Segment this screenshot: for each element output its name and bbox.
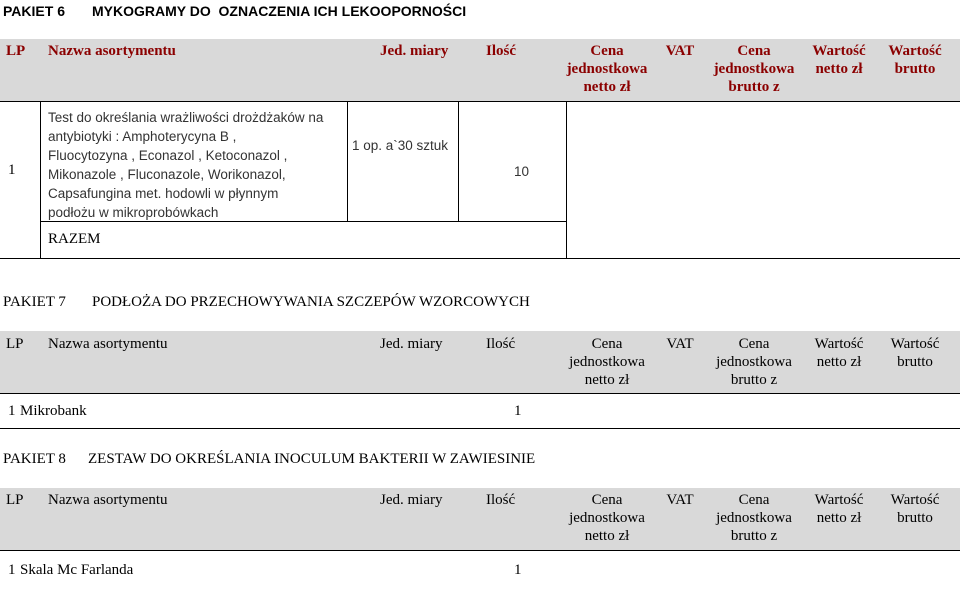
- pakiet8-header-name: Nazwa asortymentu: [48, 492, 168, 508]
- pakiet8-row-name: Skala Mc Farlanda: [20, 562, 134, 578]
- pakiet6-total-label: RAZEM: [48, 231, 101, 247]
- pakiet6-header-qty: Ilość: [486, 43, 516, 59]
- pakiet6-row-name: Test do określania wrażliwości drożdżaków na antybiotyki : Amphoterycyna B , Fluocytozyna , Econazol , Ketoconazol , Mikonazole , Fluconazole, Worikonazol, Capsafungina met. hodowli w płynnym podłożu w mikroprobówkach: [48, 110, 324, 220]
- pakiet7-header-value-net: Wartość netto zł: [814, 336, 864, 370]
- pakiet7-header-qty: Ilość: [486, 336, 516, 352]
- pakiet6-header-price-net: Cena jednostkowa netto zł: [566, 43, 648, 95]
- pakiet7-header-lp: LP: [6, 336, 24, 352]
- pakiet7-row-name: Mikrobank: [20, 403, 87, 419]
- pakiet8-title: ZESTAW DO OKREŚLANIA INOCULUM BAKTERII W ZAWIESINIE: [88, 451, 536, 467]
- pakiet8-row-qty: 1: [514, 562, 522, 578]
- pakiet6-row-lp: 1: [8, 162, 16, 178]
- pakiet7-header-vat: VAT: [666, 336, 694, 352]
- pakiet6-title: MYKOGRAMY DO OZNACZENIA ICH LEKOOPORNOŚCI: [92, 3, 467, 19]
- pakiet7-header-name: Nazwa asortymentu: [48, 336, 168, 352]
- pakiet8-label: PAKIET 8: [3, 451, 66, 467]
- pakiet7-header-value-gross: Wartość brutto: [890, 336, 940, 370]
- pakiet6-row-qty: 10: [514, 164, 530, 179]
- pakiet8-header-value-gross: Wartość brutto: [890, 492, 940, 526]
- pakiet6-header-unit: Jed. miary: [380, 43, 449, 59]
- pakiet7-header-price-gross: Cena jednostkowa brutto z: [716, 336, 792, 388]
- pakiet8-header-qty: Ilość: [486, 492, 516, 508]
- pakiet6-header-value-gross: Wartość brutto: [888, 43, 942, 77]
- pakiet7-header-price-net: Cena jednostkowa netto zł: [569, 336, 645, 388]
- pakiet8-header-vat: VAT: [666, 492, 694, 508]
- pakiet6-label: PAKIET 6: [3, 3, 65, 19]
- pakiet8-header-lp: LP: [6, 492, 24, 508]
- pakiet6-header-value-net: Wartość netto zł: [812, 43, 866, 77]
- pakiet6-row-unit: 1 op. a`30 sztuk: [352, 138, 449, 153]
- pakiet6-header-vat: VAT: [665, 43, 695, 59]
- pakiet8-header-value-net: Wartość netto zł: [814, 492, 864, 526]
- pakiet7-row-qty: 1: [514, 403, 522, 419]
- pakiet6-header-price-gross: Cena jednostkowa brutto z: [713, 43, 795, 95]
- pakiet6-header-lp: LP: [6, 43, 26, 59]
- pakiet8-header-unit: Jed. miary: [380, 492, 443, 508]
- pakiet8-row-lp: 1: [8, 562, 16, 578]
- pakiet7-header-unit: Jed. miary: [380, 336, 443, 352]
- pakiet8-header-price-gross: Cena jednostkowa brutto z: [716, 492, 792, 544]
- pakiet8-header-price-net: Cena jednostkowa netto zł: [569, 492, 645, 544]
- pakiet7-row-lp: 1: [8, 403, 16, 419]
- pakiet6-header-name: Nazwa asortymentu: [48, 43, 176, 59]
- pakiet7-title: PODŁOŻA DO PRZECHOWYWANIA SZCZEPÓW WZORCOWYCH: [92, 294, 530, 310]
- pakiet7-label: PAKIET 7: [3, 294, 66, 310]
